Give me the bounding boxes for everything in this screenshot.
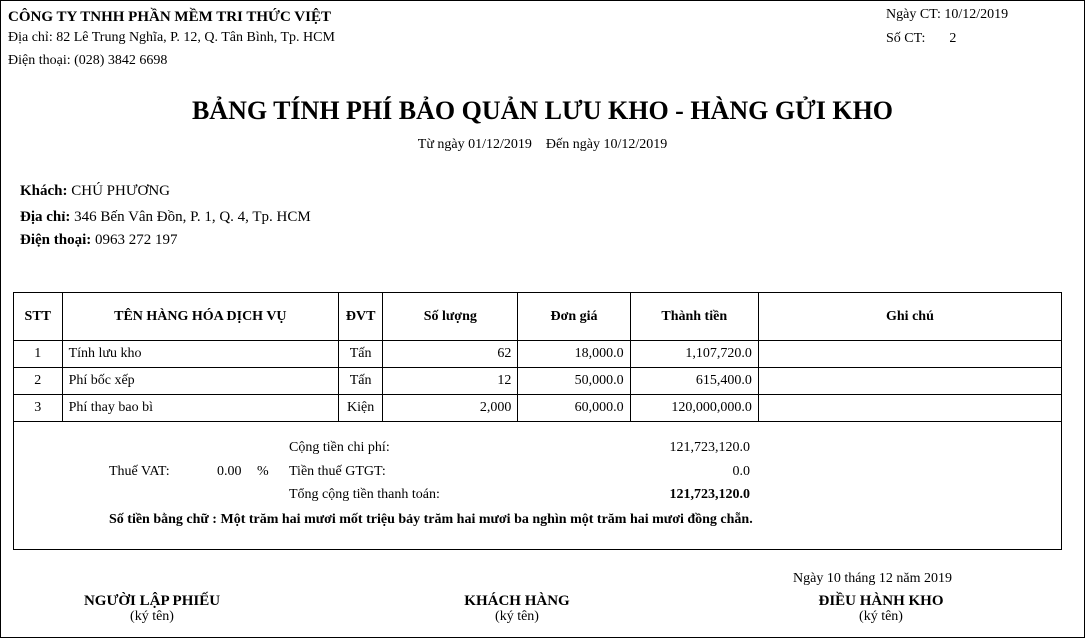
table-row xyxy=(14,395,1061,422)
summary-box xyxy=(13,420,1062,550)
amount-in-words: Số tiền bằng chữ : Một trăm hai mươi mốt triệu bảy trăm hai mươi ba nghìn một trăm hai mươi đồng chẵn. xyxy=(109,512,753,527)
customer-address xyxy=(20,209,311,226)
document-number xyxy=(886,31,956,47)
tax-value: 0.0 xyxy=(732,464,750,479)
header-amount: Thành tiền xyxy=(630,293,758,341)
table-header-row xyxy=(14,293,1061,341)
row-unit: Kiện xyxy=(339,395,383,422)
tax-label: Tiền thuế GTGT: xyxy=(289,464,386,479)
customer-name-label: Khách: xyxy=(20,183,68,199)
total-value: 121,723,120.0 xyxy=(669,487,750,502)
row-name: Phí bốc xếp xyxy=(62,368,339,395)
signature-customer-hint: (ký tên) xyxy=(495,609,539,624)
subtotal-label: Cộng tiền chi phí: xyxy=(289,440,390,455)
header-stt: STT xyxy=(14,293,62,341)
row-unit: Tấn xyxy=(339,368,383,395)
row-qty: 12 xyxy=(383,368,518,395)
row-price: 60,000.0 xyxy=(518,395,630,422)
period-from: Từ ngày 01/12/2019 xyxy=(417,137,532,152)
period-to: Đến ngày 10/12/2019 xyxy=(545,137,668,152)
customer-phone-value: 0963 272 197 xyxy=(95,232,178,248)
row-note xyxy=(758,395,1061,422)
row-amount: 120,000,000.0 xyxy=(630,395,758,422)
subtotal-value: 121,723,120.0 xyxy=(669,440,750,455)
signature-preparer: NGƯỜI LẬP PHIẾU xyxy=(83,593,221,609)
row-name: Tính lưu kho xyxy=(62,341,339,368)
row-price: 50,000.0 xyxy=(518,368,630,395)
signature-preparer-hint: (ký tên) xyxy=(130,609,174,624)
total-label: Tổng cộng tiền thanh toán: xyxy=(289,487,440,502)
table-row xyxy=(14,341,1061,368)
row-stt: 3 xyxy=(14,395,62,422)
row-amount: 615,400.0 xyxy=(630,368,758,395)
period-range xyxy=(0,137,1085,153)
header-unit: ĐVT xyxy=(339,293,383,341)
row-price: 18,000.0 xyxy=(518,341,630,368)
header-qty: Số lượng xyxy=(383,293,518,341)
row-note xyxy=(758,341,1061,368)
customer-address-value: 346 Bến Vân Đồn, P. 1, Q. 4, Tp. HCM xyxy=(74,209,311,225)
customer-phone-label: Điện thoại: xyxy=(20,232,92,248)
document-number-value: 2 xyxy=(949,31,957,46)
signature-date: Ngày 10 tháng 12 năm 2019 xyxy=(793,571,953,586)
header-note: Ghi chú xyxy=(758,293,1061,341)
row-name: Phí thay bao bì xyxy=(62,395,339,422)
page-title: BẢNG TÍNH PHÍ BẢO QUẢN LƯU KHO - HÀNG GỬI KHO xyxy=(191,96,894,125)
signature-customer: KHÁCH HÀNG xyxy=(464,593,570,609)
table-row xyxy=(14,368,1061,395)
header-name: TÊN HÀNG HÓA DỊCH VỤ xyxy=(62,293,339,341)
company-address: Địa chỉ: 82 Lê Trung Nghĩa, P. 12, Q. Tân Bình, Tp. HCM xyxy=(8,30,335,45)
document-date: Ngày CT: 10/12/2019 xyxy=(886,7,1009,22)
row-qty: 2,000 xyxy=(383,395,518,422)
vat-label: Thuế VAT: xyxy=(109,464,170,479)
customer-phone xyxy=(20,232,178,249)
customer-name xyxy=(20,183,170,200)
vat-value: 0.00 xyxy=(217,464,242,479)
vat-unit: % xyxy=(257,464,269,479)
customer-address-label: Địa chỉ: xyxy=(20,209,71,225)
row-unit: Tấn xyxy=(339,341,383,368)
document-number-label: Số CT: xyxy=(886,31,926,46)
header-price: Đơn giá xyxy=(518,293,630,341)
row-stt: 2 xyxy=(14,368,62,395)
row-stt: 1 xyxy=(34,346,42,361)
company-name: CÔNG TY TNHH PHẦN MỀM TRI THỨC VIỆT xyxy=(8,9,331,25)
signature-manager-hint: (ký tên) xyxy=(859,609,903,624)
signature-manager: ĐIỀU HÀNH KHO xyxy=(818,593,944,609)
customer-name-value: CHÚ PHƯƠNG xyxy=(71,183,170,199)
row-note xyxy=(758,368,1061,395)
items-table xyxy=(13,292,1062,422)
row-qty: 62 xyxy=(383,341,518,368)
row-amount: 1,107,720.0 xyxy=(630,341,758,368)
company-phone: Điện thoại: (028) 3842 6698 xyxy=(8,53,168,68)
